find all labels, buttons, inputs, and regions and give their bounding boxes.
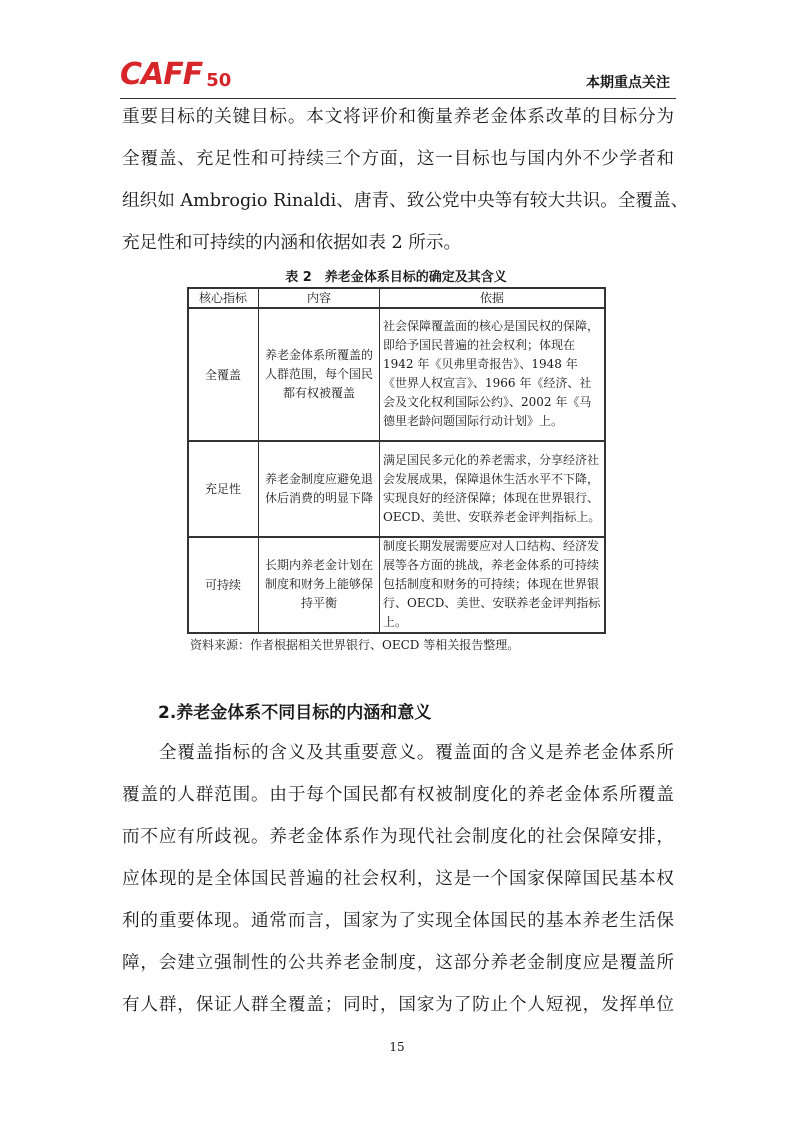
table-row	[188, 441, 605, 537]
basis-cell: 社会保障覆盖面的核心是国民权的保障，即给予国民普遍的社会权利；体现在 1942 年《贝弗里奇报告》、1948 年《世界人权宣言》、1966 年《经济、社会及文化权利国际公约》、2002 年《马德里老龄问题国际行动计划》上。	[380, 308, 605, 441]
text-line: 障，会建立强制性的公共养老金制度，这部分养老金制度应是覆盖所	[122, 953, 674, 973]
page-header	[120, 52, 676, 99]
indicator-cell: 可持续	[188, 537, 259, 633]
table-row	[188, 537, 605, 633]
text-line: 重要目标的关键目标。本文将评价和衡量养老金体系改革的目标分为	[122, 107, 674, 127]
table-header-row	[188, 288, 605, 308]
logo-text: CAFF	[120, 57, 203, 92]
content-cell: 养老金体系所覆盖的人群范围，每个国民都有权被覆盖	[259, 308, 380, 441]
logo-number: 50	[206, 70, 232, 91]
section-title: 本期重点关注	[586, 75, 670, 91]
text-line: 组织如 Ambrogio Rinaldi、唐青、致公党中央等有较大共识。全覆盖、	[122, 191, 689, 211]
intro-paragraph	[122, 96, 689, 264]
content-cell: 长期内养老金计划在制度和财务上能够保持平衡	[259, 537, 380, 633]
text-line: 全覆盖、充足性和可持续三个方面，这一目标也与国内外不少学者和	[122, 149, 674, 169]
text-line: 而不应有所歧视。养老金体系作为现代社会制度化的社会保障安排，	[122, 827, 674, 847]
body-paragraph	[122, 732, 674, 1026]
section-heading: 2.养老金体系不同目标的内涵和意义	[158, 703, 432, 723]
text-line: 有人群，保证人群全覆盖；同时，国家为了防止个人短视，发挥单位	[122, 995, 674, 1015]
column-header: 核心指标	[188, 288, 259, 308]
indicator-cell: 全覆盖	[188, 308, 259, 441]
indicator-cell: 充足性	[188, 441, 259, 537]
basis-cell: 制度长期发展需要应对人口结构、经济发展等各方面的挑战，养老金体系的可持续包括制度和财务的可持续；体现在世界银行、OECD、美世、安联养老金评判指标上。	[380, 537, 605, 633]
table-source-note: 资料来源：作者根据相关世界银行、OECD 等相关报告整理。	[190, 638, 520, 652]
caff50-logo	[120, 56, 231, 90]
text-line: 充足性和可持续的内涵和依据如表 2 所示。	[122, 233, 462, 253]
text-line: 应体现的是全体国民普遍的社会权利，这是一个国家保障国民基本权	[122, 869, 674, 889]
table-caption: 表 2 养老金体系目标的确定及其含义	[285, 270, 507, 285]
basis-cell: 满足国民多元化的养老需求，分享经济社会发展成果，保障退休生活水平不下降，实现良好的经济保障；体现在世界银行、OECD、美世、安联养老金评判指标上。	[380, 441, 605, 537]
goals-table	[187, 287, 605, 633]
text-line: 利的重要体现。通常而言，国家为了实现全体国民的基本养老生活保	[122, 911, 674, 931]
content-cell: 养老金制度应避免退休后消费的明显下降	[259, 441, 380, 537]
text-line: 覆盖的人群范围。由于每个国民都有权被制度化的养老金体系所覆盖	[122, 785, 674, 805]
table-row	[188, 308, 605, 441]
text-line: 全覆盖指标的含义及其重要意义。覆盖面的含义是养老金体系所	[122, 743, 674, 763]
page-number: 15	[389, 1040, 405, 1054]
column-header: 内容	[259, 288, 380, 308]
column-header: 依据	[380, 288, 605, 308]
